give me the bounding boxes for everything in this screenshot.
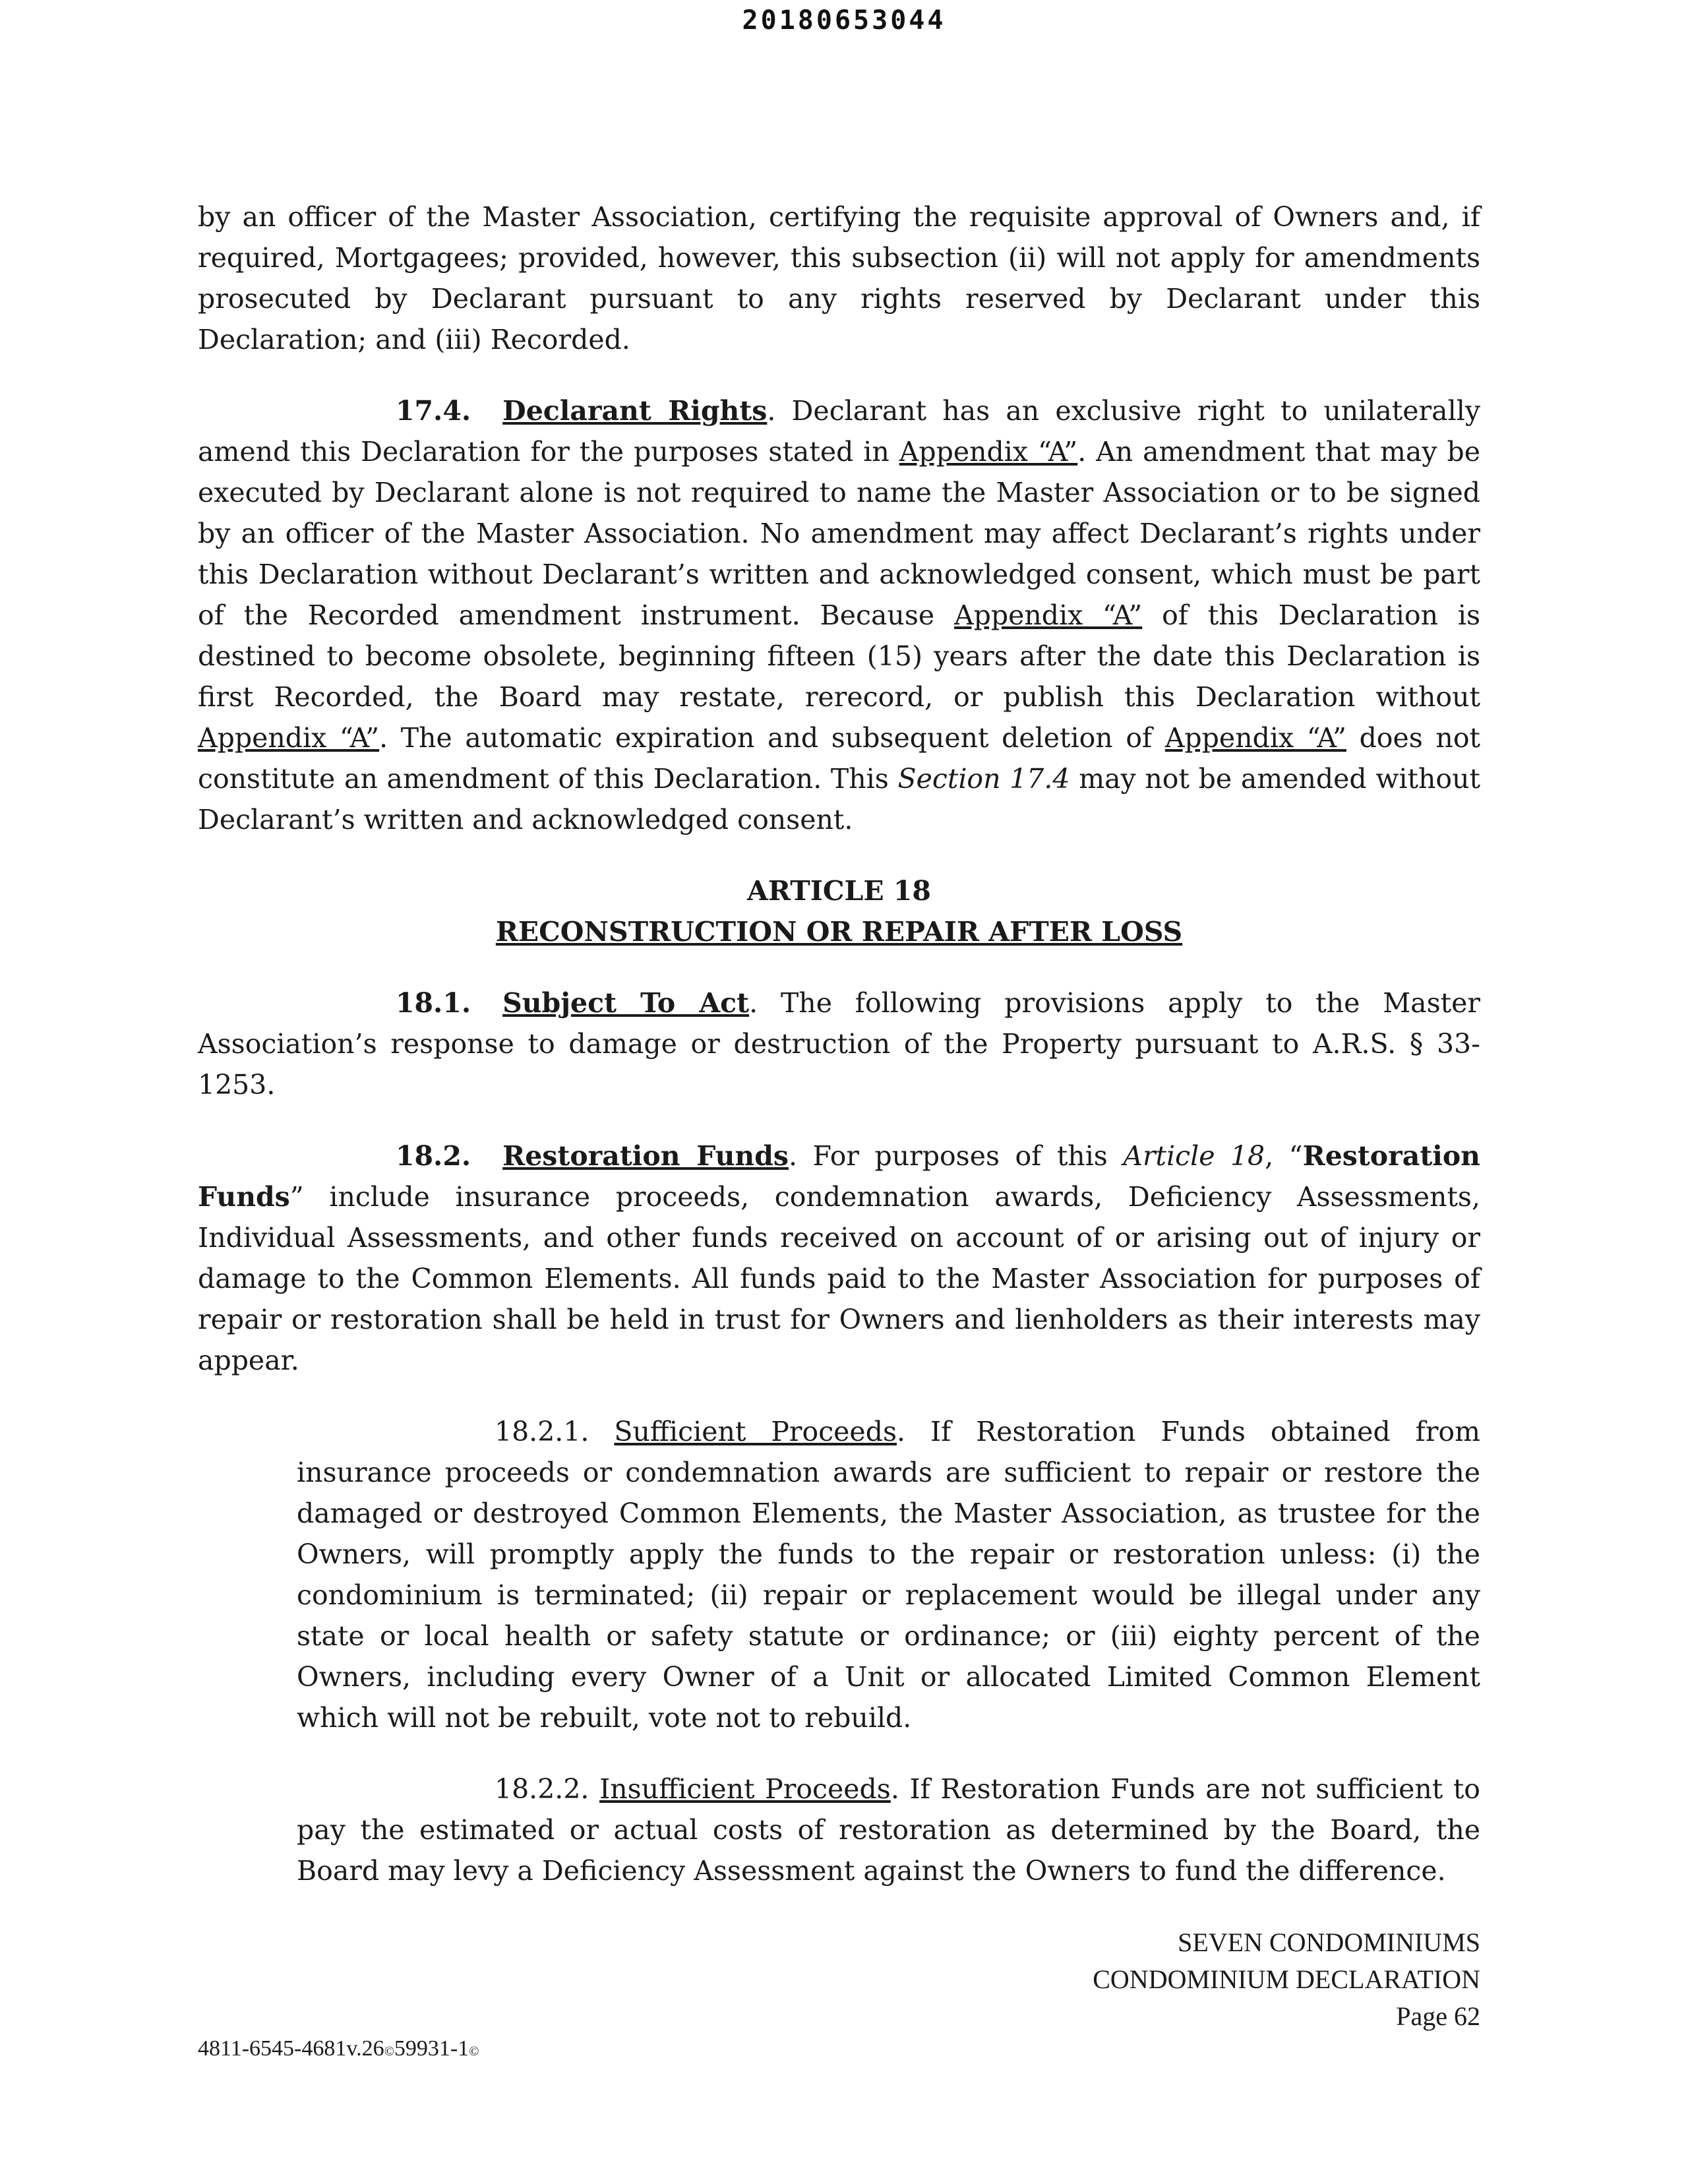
section-heading: Subject To Act: [502, 987, 750, 1019]
subsection-heading: Sufficient Proceeds: [614, 1416, 897, 1447]
section-text: may not be amended without Declarant’s written and acknowledged consent.: [198, 763, 1480, 835]
section-text: . An amendment that may be executed by Declarant alone is not required to name the Master Association or to be signed by an officer of the Master Association. No amendment may affect Declarant’s rights under this Declaration without Declarant’s written and acknowledged consent, which must be part of the Recorded amendment instrument. Because: [198, 436, 1480, 631]
section-17-4: [198, 390, 1480, 840]
section-number: 17.4.: [396, 395, 471, 427]
subsection-number: 18.2.2.: [495, 1773, 589, 1805]
article-title: RECONSTRUCTION OR REPAIR AFTER LOSS: [495, 916, 1183, 948]
section-text: does not constitute an amendment of this Declaration. This: [198, 722, 1480, 795]
article-cross-reference: Article 18: [1123, 1140, 1265, 1172]
appendix-reference: Appendix “A”: [1164, 722, 1346, 754]
section-heading: Restoration Funds: [502, 1140, 789, 1172]
section-18-2: [198, 1136, 1480, 1381]
footer-project-name: SEVEN CONDOMINIUMS: [1178, 1927, 1480, 1957]
section-text: of this Declaration is destined to become obsolete, beginning fifteen (15) years after the date this Declaration is first Recorded, the Board may restate, rerecord, or publish this Declaration without: [198, 599, 1480, 713]
section-18-2-2: [297, 1769, 1480, 1891]
section-18-1: [198, 983, 1480, 1105]
section-text: . For purposes of this: [788, 1140, 1124, 1172]
section-cross-reference: Section 17.4: [897, 763, 1070, 795]
section-text: . Declarant has an exclusive right to unilaterally amend this Declaration for the purposes stated in: [198, 395, 1480, 468]
document-id: 4811-6545-4681v.26: [198, 2036, 384, 2061]
article-number: ARTICLE 18: [747, 875, 931, 907]
appendix-reference: Appendix “A”: [899, 436, 1078, 468]
section-number: 18.2.: [396, 1140, 471, 1172]
circle-symbol: ©: [384, 2044, 394, 2059]
section-18-2-1: [297, 1411, 1480, 1738]
circle-symbol: ©: [469, 2044, 479, 2059]
appendix-reference: Appendix “A”: [198, 722, 380, 754]
subsection-number: 18.2.1.: [495, 1416, 589, 1447]
continuation-paragraph: by an officer of the Master Association, certifying the requisite approval of Owners and, if required, Mortgagees; provided, however, this subsection (ii) will not apply for amendments prosecuted by Declarant pursuant to any rights reserved by Declarant under this Declaration; and (iii) Recorded.: [198, 201, 1480, 355]
footer-document-id: [198, 2036, 479, 2061]
appendix-reference: Appendix “A”: [953, 599, 1143, 631]
section-heading: Declarant Rights: [502, 395, 768, 427]
page-number: Page 62: [1396, 2001, 1480, 2031]
defined-term: Restoration Funds: [198, 1140, 1480, 1213]
document-body: [198, 197, 1480, 1922]
matter-number: 59931-1: [394, 2036, 469, 2061]
footer-document-title: [1093, 1924, 1480, 2035]
section-text: , “: [1265, 1140, 1303, 1172]
recording-number: 20180653044: [742, 5, 946, 36]
section-text: . The automatic expiration and subsequent deletion of: [379, 722, 1165, 754]
section-text: . The following provisions apply to the Master Association’s response to damage or destruction of the Property pursuant to A.R.S. § 33-1253.: [198, 987, 1480, 1101]
subsection-heading: Insufficient Proceeds: [599, 1773, 891, 1805]
section-text: ” include insurance proceeds, condemnation awards, Deficiency Assessments, Individual Assessments, and other funds received on account of or arising out of injury or damage to the Common Elements. All funds paid to the Master Association for purposes of repair or restoration shall be held in trust for Owners and lienholders as their interests may appear.: [198, 1181, 1480, 1376]
subsection-text: . If Restoration Funds obtained from insurance proceeds or condemnation awards are sufficient to repair or restore the damaged or destroyed Common Elements, the Master Association, as trustee for the Owners, will promptly apply the funds to the repair or restoration unless: (i) the condominium is terminated; (ii) repair or replacement would be illegal under any state or local health or safety statute or ordinance; or (iii) eighty percent of the Owners, including every Owner of a Unit or allocated Limited Common Element which will not be rebuilt, vote not to rebuild.: [297, 1416, 1480, 1734]
section-number: 18.1.: [396, 987, 471, 1019]
subsection-text: . If Restoration Funds are not sufficient to pay the estimated or actual costs of restoration as determined by the Board, the Board may levy a Deficiency Assessment against the Owners to fund the difference.: [297, 1773, 1480, 1887]
footer-document-name: CONDOMINIUM DECLARATION: [1093, 1964, 1480, 1994]
